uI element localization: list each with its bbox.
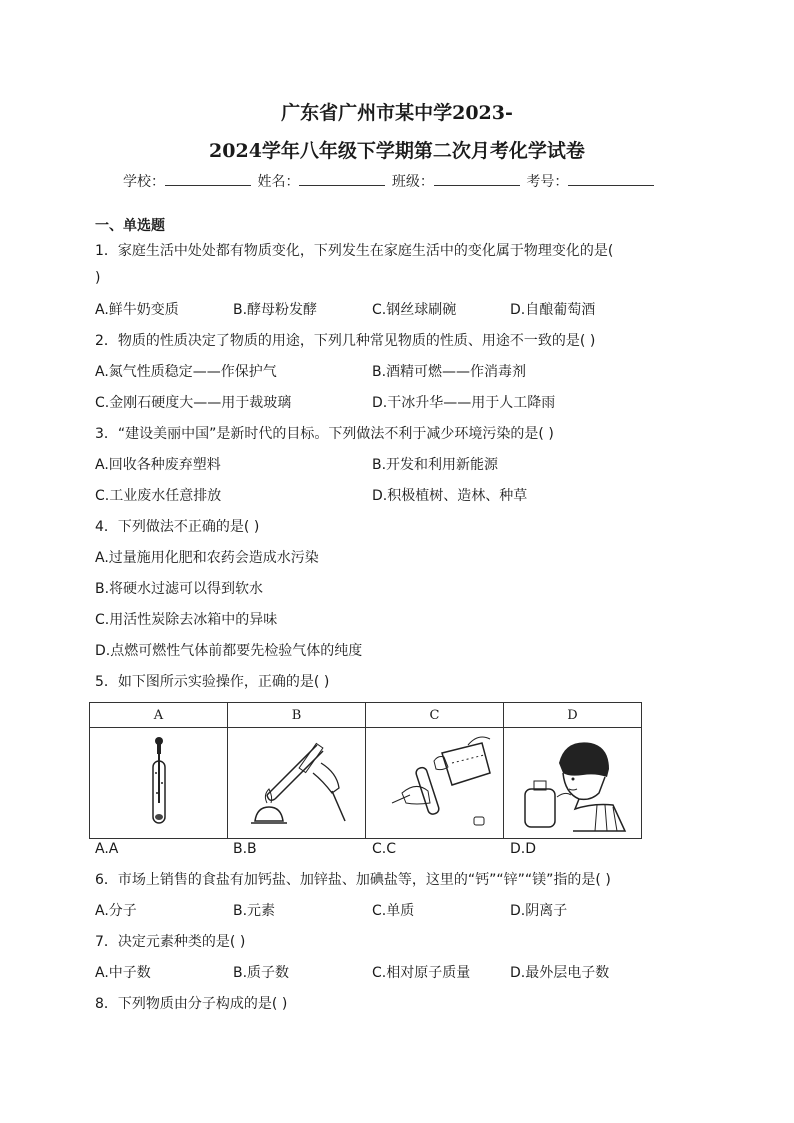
figure-cell-c bbox=[366, 728, 504, 839]
q7-option-a[interactable]: A.中子数 bbox=[95, 965, 151, 981]
class-label: 班级： bbox=[391, 174, 434, 190]
school-label: 学校： bbox=[123, 174, 165, 190]
q1-option-d[interactable]: D.自酿葡萄酒 bbox=[510, 302, 596, 318]
name-blank[interactable] bbox=[299, 172, 385, 186]
q6-option-d[interactable]: D.阴离子 bbox=[510, 903, 568, 919]
q2-option-d[interactable]: D.干冰升华——用于人工降雨 bbox=[372, 395, 556, 411]
question-2-stem: 2．物质的性质决定了物质的用途，下列几种常见物质的性质、用途不一致的是( ) bbox=[95, 333, 596, 349]
student-info-row bbox=[123, 171, 656, 191]
q7-option-c[interactable]: C.相对原子质量 bbox=[372, 965, 471, 981]
q5-option-c[interactable]: C.C bbox=[372, 841, 397, 857]
q3-option-d[interactable]: D.积极植树、造林、种草 bbox=[372, 488, 528, 504]
q2-option-a[interactable]: A.氮气性质稳定——作保护气 bbox=[95, 364, 277, 380]
question-1-stem: 1．家庭生活中处处都有物质变化，下列发生在家庭生活中的变化属于物理变化的是( bbox=[95, 243, 614, 259]
figure-cell-a bbox=[90, 728, 228, 839]
q1-option-a[interactable]: A.鲜牛奶变质 bbox=[95, 302, 179, 318]
q5-option-a[interactable]: A.A bbox=[95, 841, 119, 857]
experiment-figure-table bbox=[89, 702, 642, 839]
exam-title-line1: 广东省广州市某中学2023- bbox=[281, 102, 513, 124]
section-heading: 一、单选题 bbox=[95, 218, 165, 234]
q2-option-c[interactable]: C.金刚石硬度大——用于裁玻璃 bbox=[95, 395, 292, 411]
question-7-stem: 7．决定元素种类的是( ) bbox=[95, 934, 246, 950]
exam-title-line2: 2024学年八年级下学期第二次月考化学试卷 bbox=[209, 140, 585, 162]
q3-option-a[interactable]: A.回收各种废弃塑料 bbox=[95, 457, 221, 473]
q4-option-a[interactable]: A.过量施用化肥和农药会造成水污染 bbox=[95, 550, 319, 566]
q5-option-d[interactable]: D.D bbox=[510, 841, 537, 857]
figure-cell-b bbox=[228, 728, 366, 839]
q3-option-c[interactable]: C.工业废水任意排放 bbox=[95, 488, 222, 504]
question-3-stem: 3．“建设美丽中国”是新时代的目标。下列做法不利于减少环境污染的是( ) bbox=[95, 426, 554, 442]
figure-header-a: A bbox=[90, 703, 228, 728]
question-1-stem-cont: ) bbox=[95, 270, 101, 286]
question-5-stem: 5．如下图所示实验操作，正确的是( ) bbox=[95, 674, 330, 690]
q3-option-b[interactable]: B.开发和利用新能源 bbox=[372, 457, 499, 473]
q6-option-b[interactable]: B.元素 bbox=[233, 903, 276, 919]
class-blank[interactable] bbox=[434, 172, 520, 186]
q4-option-b[interactable]: B.将硬水过滤可以得到软水 bbox=[95, 581, 264, 597]
q1-option-c[interactable]: C.钢丝球刷碗 bbox=[372, 302, 457, 318]
q6-option-c[interactable]: C.单质 bbox=[372, 903, 415, 919]
dropper-in-test-tube-illustration bbox=[139, 733, 179, 833]
figure-header-d: D bbox=[504, 703, 642, 728]
q4-option-d[interactable]: D.点燃可燃性气体前都要先检验气体的纯度 bbox=[95, 643, 363, 659]
heating-test-tube-illustration bbox=[237, 733, 357, 833]
school-blank[interactable] bbox=[165, 172, 251, 186]
q6-option-a[interactable]: A.分子 bbox=[95, 903, 137, 919]
exam-number-blank[interactable] bbox=[568, 172, 654, 186]
q5-option-b[interactable]: B.B bbox=[233, 841, 257, 857]
q7-option-b[interactable]: B.质子数 bbox=[233, 965, 290, 981]
q2-option-b[interactable]: B.酒精可燃——作消毒剂 bbox=[372, 364, 527, 380]
question-4-stem: 4．下列做法不正确的是( ) bbox=[95, 519, 260, 535]
question-6-stem: 6．市场上销售的食盐有加钙盐、加锌盐、加碘盐等，这里的“钙”“锌”“镁”指的是( ) bbox=[95, 872, 611, 888]
exam-number-label: 考号： bbox=[526, 174, 569, 190]
figure-cell-d bbox=[504, 728, 642, 839]
pouring-liquid-illustration bbox=[372, 733, 497, 833]
q7-option-d[interactable]: D.最外层电子数 bbox=[510, 965, 610, 981]
q1-option-b[interactable]: B.酵母粉发酵 bbox=[233, 302, 318, 318]
q4-option-c[interactable]: C.用活性炭除去冰箱中的异味 bbox=[95, 612, 278, 628]
question-8-stem: 8．下列物质由分子构成的是( ) bbox=[95, 996, 288, 1012]
figure-header-b: B bbox=[228, 703, 366, 728]
figure-header-c: C bbox=[366, 703, 504, 728]
smelling-gas-illustration bbox=[513, 733, 633, 833]
name-label: 姓名： bbox=[257, 174, 300, 190]
